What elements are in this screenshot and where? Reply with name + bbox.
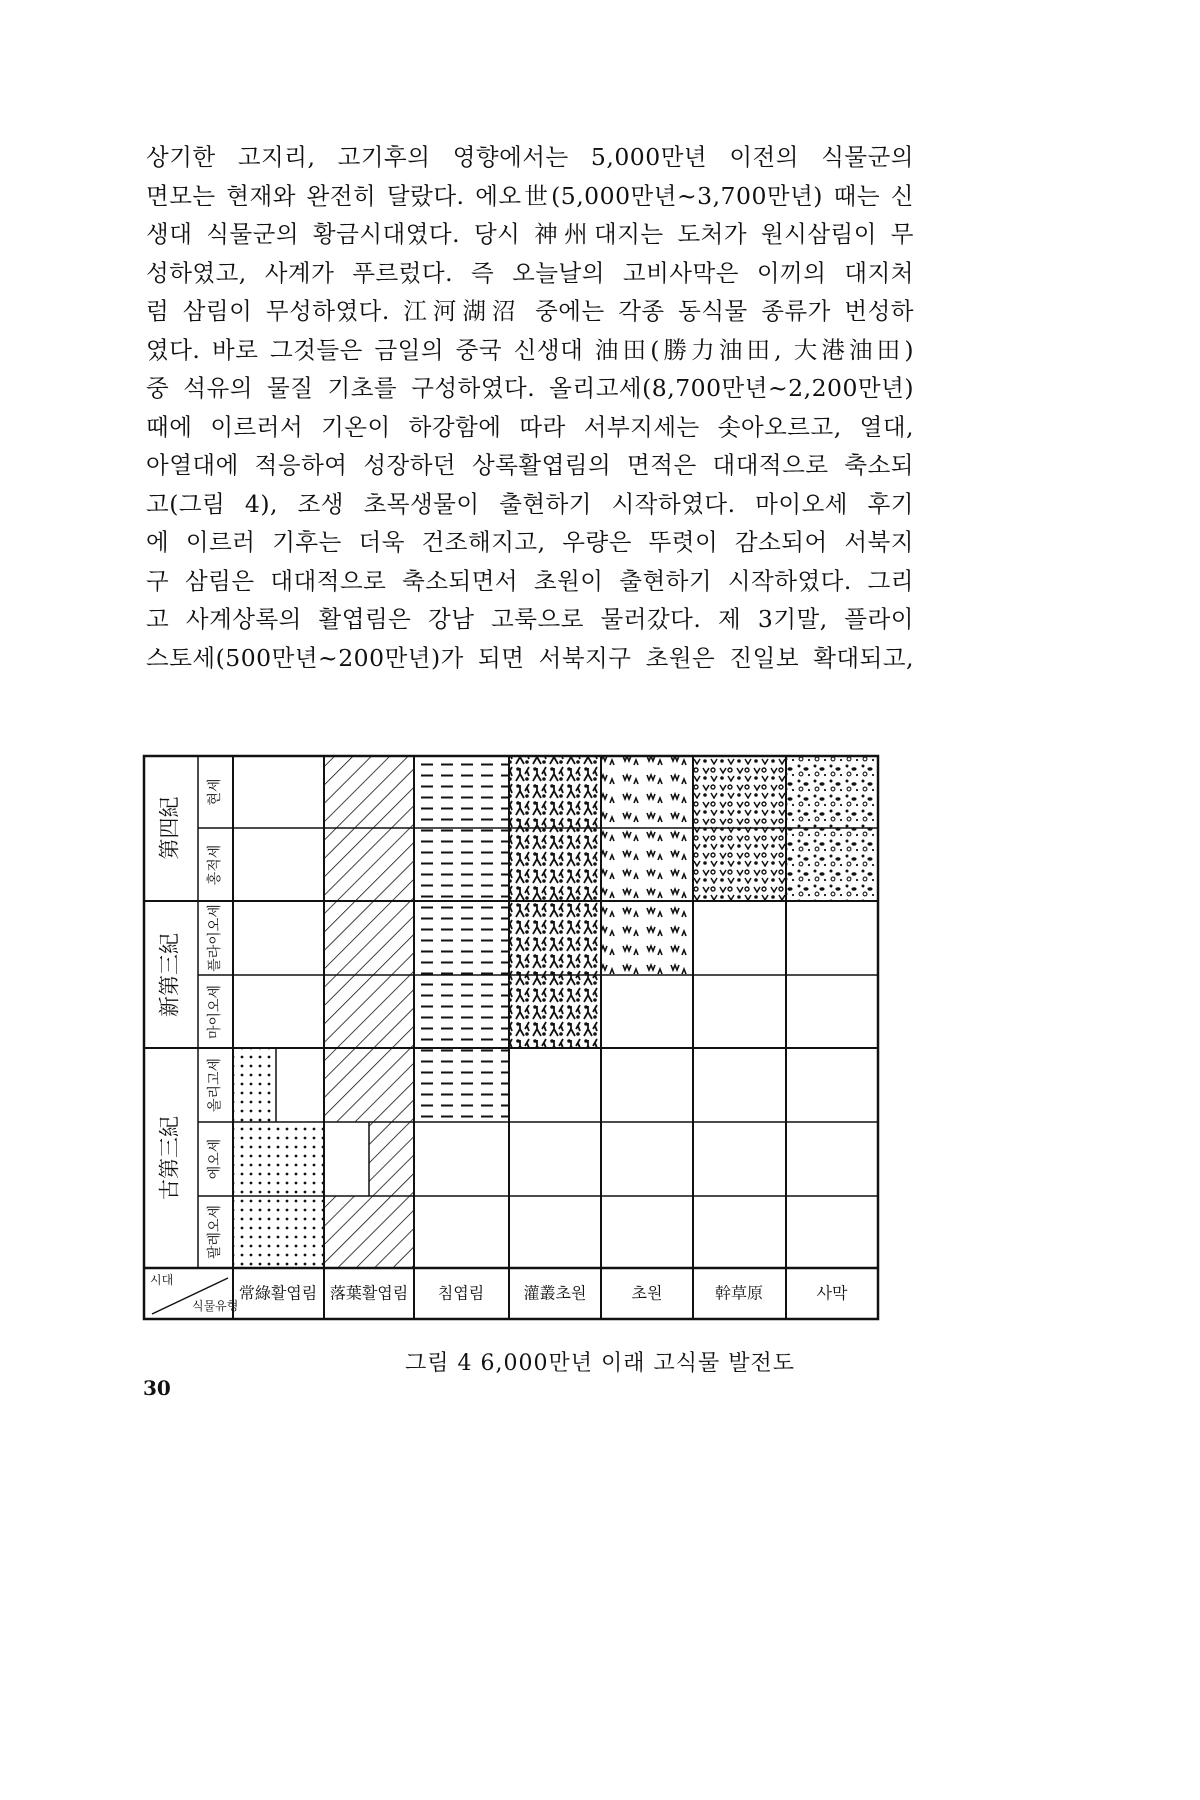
period-label: 古第三紀 [157, 1116, 182, 1200]
paragraph-line: 아열대에 적응하여 성장하던 상록활엽림의 면적은 대대적으로 축소되 [146, 451, 914, 479]
paragraph-line: 중 석유의 물질 기초를 구성하였다. 올리고세(8,700만년~2,200만년) [146, 374, 914, 402]
paragraph-line: 때에 이르러서 기온이 하강함에 따라 서부지세는 솟아오르고, 열대, [146, 412, 914, 441]
paragraph-line: 럼 삼림이 무성하였다. 江河湖沼 중에는 각종 동식물 종류가 번성하 [146, 297, 914, 325]
column-label: 침엽림 [437, 1283, 485, 1303]
paragraph-line: 고 사계상록의 활엽림은 강남 고룩으로 물러갔다. 제 3기말, 플라이 [146, 605, 914, 633]
evergreen-oligocene-fill [233, 1048, 276, 1122]
column-label: 灌叢초원 [523, 1283, 587, 1303]
grassland-fill [601, 756, 693, 975]
deciduous-eocene-fill [369, 1122, 414, 1196]
paragraph-line: 상기한 고지리, 고기후의 영향에서는 5,000만년 이전의 식물군의 [146, 143, 914, 171]
figure-caption: 그림 4 6,000만년 이래 고식물 발전도 [405, 1351, 795, 1376]
column-label: 幹草原 [714, 1283, 764, 1303]
pattern-fills [233, 756, 878, 1268]
conifer-fill [414, 756, 509, 1122]
epoch-label: 플라이오세 [207, 904, 223, 972]
paragraph-line: 였다. 바로 그것들은 금일의 중국 신생대 油田(勝力油田, 大港油田) [146, 335, 914, 364]
paragraph-line: 고(그림 4), 조생 초목생물이 출현하기 시작하였다. 마이오세 후기 [146, 489, 914, 518]
paragraph-line: 구 삼림은 대대적으로 축소되면서 초원이 출현하기 시작하였다. 그리 [146, 566, 914, 595]
column-label: 초원 [631, 1283, 663, 1303]
deciduous-upper-fill [324, 756, 414, 1122]
epoch-label: 올리고세 [207, 1057, 223, 1113]
epoch-label: 팔레오세 [207, 1204, 223, 1260]
epoch-label: 마이오세 [207, 984, 223, 1040]
column-label: 사막 [816, 1283, 848, 1303]
paragraph-line: 생대 식물군의 황금시대였다. 당시 神州대지는 도처가 원시삼림이 무 [146, 220, 914, 248]
period-label: 新第三紀 [157, 933, 182, 1017]
deciduous-paleocene-fill [324, 1196, 414, 1268]
corner-plant-type-label: 식물유형 [192, 1299, 239, 1313]
paragraph-line: 에 이르러 기후는 더욱 건조해지고, 우량은 뚜렷이 감소되어 서북지 [146, 528, 914, 556]
paragraph-line: 스토세(500만년~200만년)가 되면 서북지구 초원은 진일보 확대되고, [146, 643, 914, 672]
epoch-label: 에오세 [207, 1138, 223, 1180]
evergreen-eocene-fill [233, 1122, 324, 1196]
paragraph-line: 성하였고, 사계가 푸르렀다. 즉 오늘날의 고비사막은 이끼의 대지처 [146, 258, 914, 287]
corner-era-label: 시대 [150, 1273, 174, 1287]
period-label: 第四紀 [157, 796, 182, 860]
column-label: 落葉활엽림 [329, 1283, 409, 1303]
column-label: 常綠활엽림 [238, 1283, 318, 1303]
plant-development-chart [140, 748, 890, 1323]
body-paragraph [146, 138, 914, 677]
epoch-label: 홍적세 [207, 844, 223, 886]
paragraph-line: 면모는 현재와 완전히 달랐다. 에오世(5,000만년~3,700만년) 때는 신 [146, 181, 914, 210]
evergreen-paleocene-fill [233, 1196, 324, 1268]
epoch-label: 현세 [207, 778, 223, 806]
page-number: 30 [143, 1376, 171, 1400]
